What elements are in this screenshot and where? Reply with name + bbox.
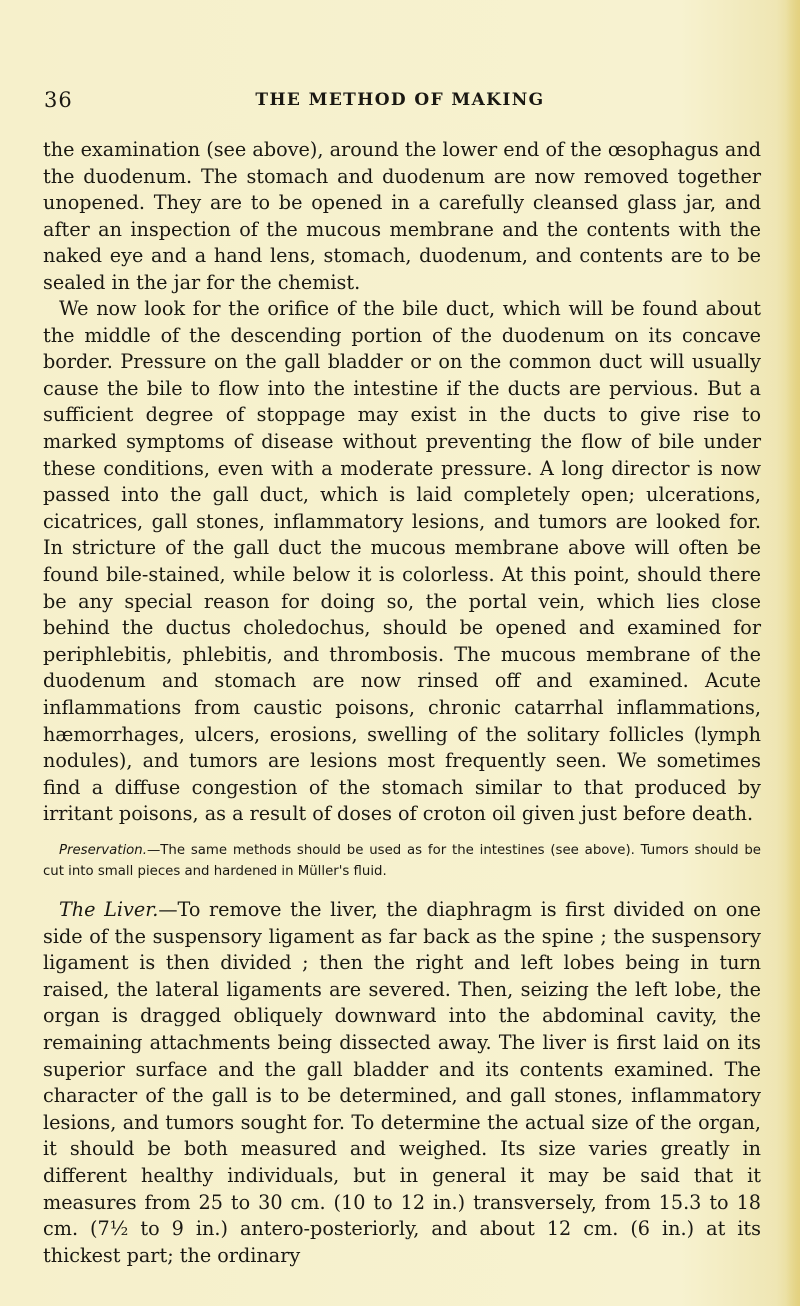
preservation-text: —The same methods should be used as for the intestines (see above). Tumors should be cut into small pieces and hardened in Müller's fluid.	[43, 843, 761, 879]
page-header	[0, 88, 800, 118]
paragraph-examination: the examination (see above), around the lower end of the œsophagus and the duodenum. The stomach and duodenum are now removed together unopened. They are to be opened in a carefully cleansed glass jar, and after an inspection of the mucous membrane and the contents with the naked eye and a hand lens, stomach, duodenum, and contents are to be sealed in the jar for the chemist.	[43, 138, 761, 294]
liver-text: —To remove the liver, the diaphragm is first divided on one side of the suspensory ligament as far back as the spine ; the suspensory ligament is then divided ; then the right and left lobes being in turn raised, the lateral ligaments are severed. Then, seizing the left lobe, the organ is dragged obliquely downward into the abdominal cavity, the remaining attachments being dissected away. The liver is first laid on its superior surface and the gall bladder and its contents examined. The character of the gall is to be determined, and gall stones, inflammatory lesions, and tumors sought for. To determine the actual size of the organ, it should be both measured and weighed. Its size varies greatly in different healthy individuals, but in general it may be said that it measures from 25 to 30 cm. (10 to 12 in.) transversely, from 15.3 to 18 cm. (7½ to 9 in.) antero-posteriorly, and about 12 cm. (6 in.) at its thickest part; the ordinary	[43, 898, 761, 1267]
paragraph-liver	[43, 897, 761, 1269]
running-head: THE METHOD OF MAKING	[255, 90, 545, 110]
preservation-note	[43, 840, 761, 882]
page-number: 36	[44, 88, 73, 112]
page-edge-shading	[786, 0, 800, 1306]
preservation-heading: Preservation.	[59, 843, 147, 858]
liver-heading: The Liver.	[59, 898, 159, 921]
paragraph-bile-duct: We now look for the orifice of the bile duct, which will be found about the middle of the descending portion of the duodenum on its concave border. Pressure on the gall bladder or on the common duct will usually cause the bile to flow into the intestine if the ducts are pervious. But a sufficient degree of stoppage may exist in the ducts to give rise to marked symptoms of disease without preventing the flow of bile under these conditions, even with a moderate pressure. A long director is now passed into the gall duct, which is laid completely open; ulcerations, cicatrices, gall stones, inflammatory lesions, and tumors are looked for. In stricture of the gall duct the mucous membrane above will often be found bile-stained, while below it is colorless. At this point, should there be any special reason for doing so, the portal vein, which lies close behind the ductus choledochus, should be opened and examined for periphlebitis, phlebitis, and thrombosis. The mucous membrane of the duodenum and stomach are now rinsed off and examined. Acute inflammations from caustic poisons, chronic catarrhal inflammations, hæmorrhages, ulcers, erosions, swelling of the solitary follicles (lymph nodules), and tumors are lesions most frequently seen. We sometimes find a diffuse congestion of the stomach similar to that produced by irritant poisons, as a result of doses of croton oil given just before death.	[43, 297, 761, 826]
